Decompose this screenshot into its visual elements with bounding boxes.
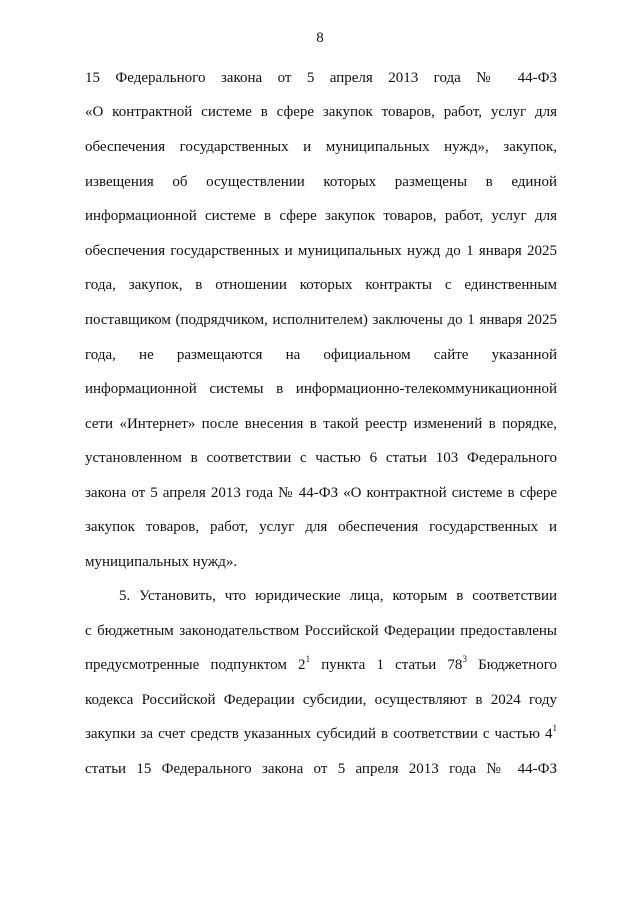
text-line: кодекса Российской Федерации субсидии, осуществляют в 2024 году <box>85 692 557 708</box>
text-line: муниципальных нужд». <box>85 554 238 570</box>
text-line: закона от 5 апреля 2013 года № 44-ФЗ «О контрактной системе в сфере <box>85 485 557 501</box>
text-line: поставщиком (подрядчиком, исполнителем) заключены до 1 января 2025 <box>85 312 557 328</box>
text-line: информационной системе в сфере закупок товаров, работ, услуг для <box>85 208 557 224</box>
text-line: года, закупок, в отношении которых контракты с единственным <box>85 277 557 293</box>
text-line: извещения об осуществлении которых размещены в единой <box>85 174 557 190</box>
text-line: информационной системы в информационно-телекоммуникационной <box>85 381 557 397</box>
text-fragment: закупки за счет средств указанных субсидий в соответствии с частью 4 <box>85 726 553 742</box>
text-fragment: пункта 1 статьи 78 <box>310 657 463 673</box>
text-line: обеспечения государственных и муниципальных нужд до 1 января 2025 <box>85 243 557 259</box>
text-line: установленном в соответствии с частью 6 статьи 103 Федерального <box>85 450 557 466</box>
superscript: 3 <box>462 654 467 664</box>
superscript: 1 <box>552 723 557 733</box>
text-line: года, не размещаются на официальном сайте указанной <box>85 347 557 363</box>
text-line: 15 Федерального закона от 5 апреля 2013 года № 44-ФЗ <box>85 70 557 86</box>
text-fragment: Бюджетного <box>466 657 557 673</box>
text-line: статьи 15 Федерального закона от 5 апреля 2013 года № 44-ФЗ <box>85 761 557 777</box>
text-line: закупок товаров, работ, услуг для обеспечения государственных и <box>85 519 557 535</box>
page-number: 8 <box>316 30 324 46</box>
text-line: обеспечения государственных и муниципальных нужд», закупок, <box>85 139 557 155</box>
text-line: 5. Установить, что юридические лица, которым в соответствии <box>119 588 557 604</box>
text-line: «О контрактной системе в сфере закупок товаров, работ, услуг для <box>85 104 557 120</box>
text-line <box>85 724 557 744</box>
text-fragment: предусмотренные подпунктом 2 <box>85 657 306 673</box>
text-line: сети «Интернет» после внесения в такой реестр изменений в порядке, <box>85 416 557 432</box>
superscript: 1 <box>305 654 311 664</box>
text-line <box>85 655 557 675</box>
text-line: с бюджетным законодательством Российской Федерации предоставлены <box>85 623 557 639</box>
